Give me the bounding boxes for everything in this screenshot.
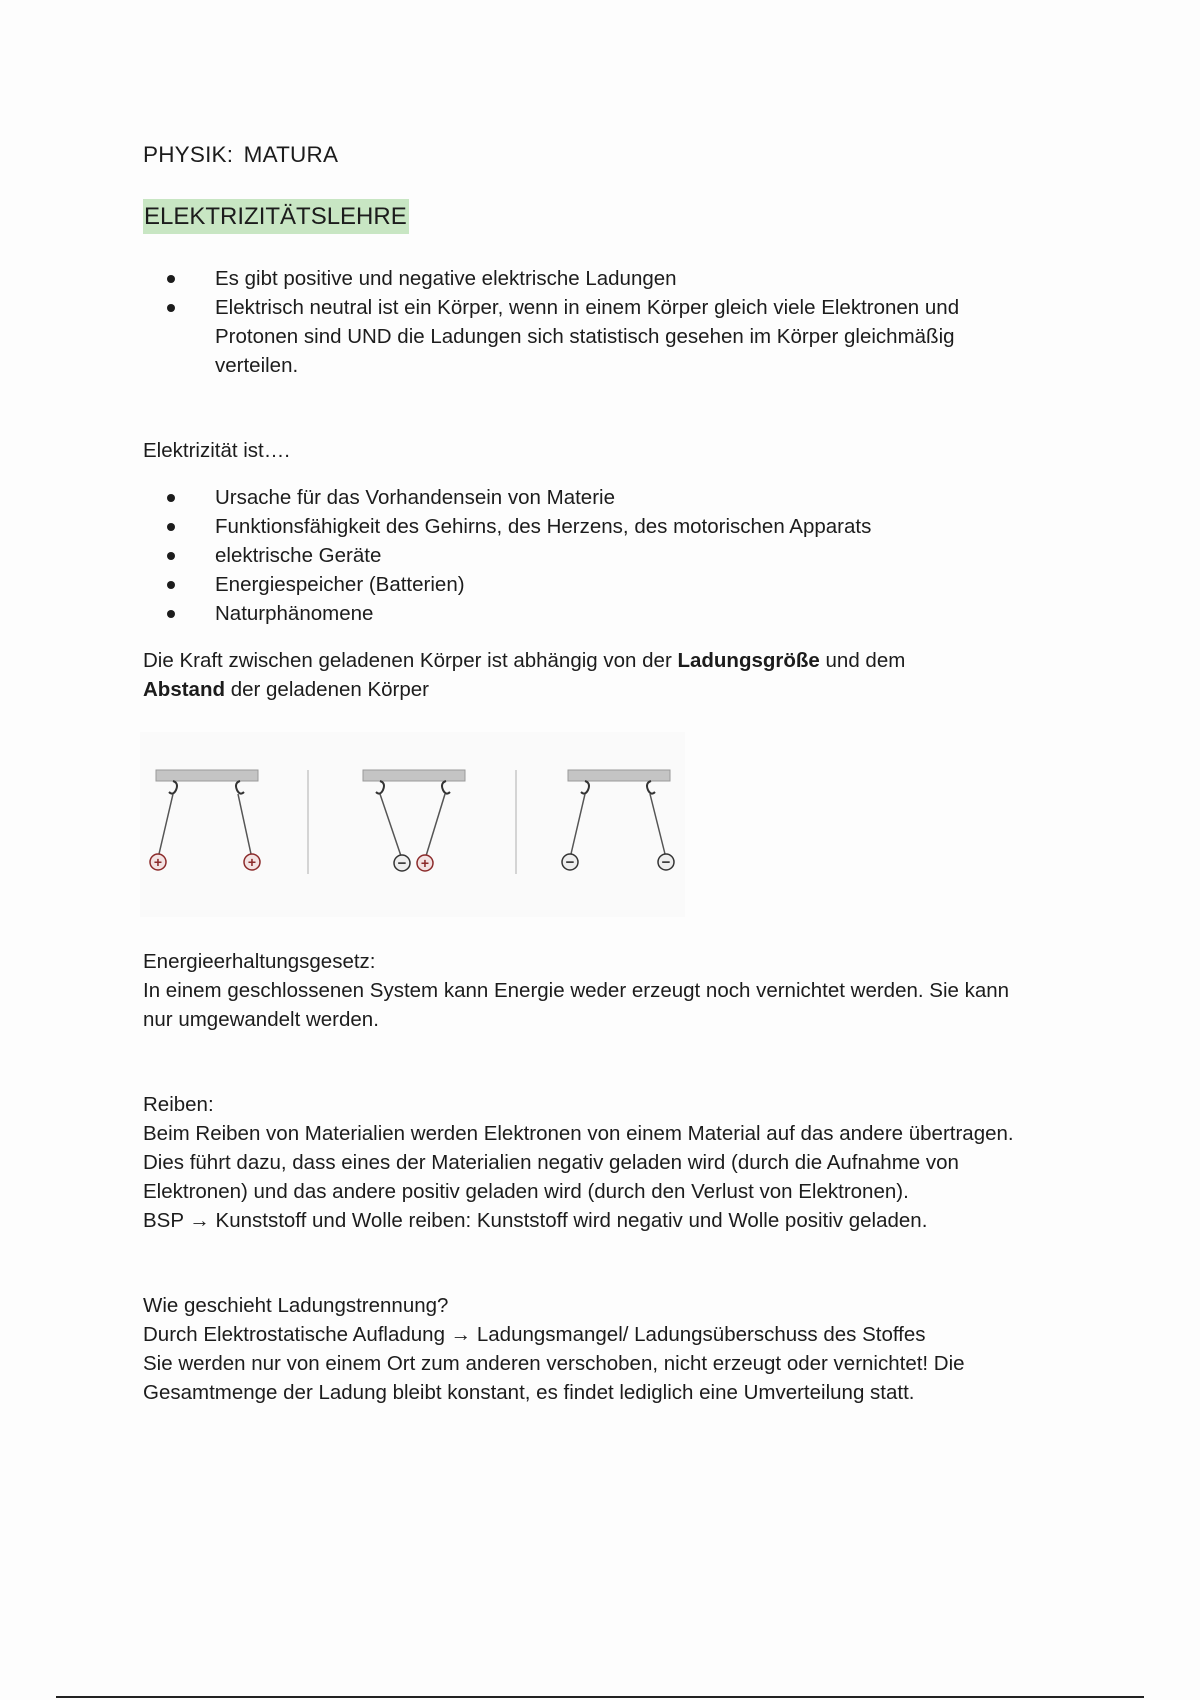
spacer (143, 380, 1043, 436)
list-item (143, 293, 1043, 380)
intro-bullet-list (143, 264, 1043, 380)
list-item-text: elektrische Geräte (215, 544, 382, 567)
pendulum-string (238, 794, 251, 854)
hook-icon (376, 781, 384, 794)
pendulum-panel-negative-positive (363, 770, 465, 872)
hook-icon (442, 781, 450, 794)
force-text-part: der geladenen Körper (225, 678, 430, 701)
force-paragraph (143, 646, 1043, 704)
list-item-text: Ursache für das Vorhandensein von Materie (215, 486, 615, 509)
electricity-heading: Elektrizität ist…. (143, 439, 290, 462)
spacer (143, 465, 1043, 483)
charge-sign: + (153, 854, 163, 870)
bullet-icon (167, 275, 175, 283)
friction-heading: Reiben: (143, 1093, 214, 1116)
pendulum-string (426, 794, 445, 856)
suspension-bar (363, 770, 465, 781)
force-text-part: und dem (819, 649, 906, 672)
force-text-part: Die Kraft zwischen geladenen Körper ist abhängig von der (143, 649, 678, 672)
friction-example: BSP → Kunststoff und Wolle reiben: Kunststoff wird negativ und Wolle positiv geladen. (143, 1209, 928, 1232)
friction-text: Beim Reiben von Materialien werden Elektronen von einem Material auf das andere übertragen. Dies führt dazu, dass eines der Materialien negativ geladen wird (durch die Aufnahme von Elektronen) und das andere positiv geladen wird (durch den Verlust von Elektronen). (143, 1122, 1014, 1203)
pendulum-diagram (140, 732, 685, 917)
separation-line: Durch Elektrostatische Aufladung → Ladungsmangel/ Ladungsüberschuss des Stoffes (143, 1323, 926, 1346)
electricity-bullet-list (143, 483, 1043, 628)
pendulum-panel-positive-positive (150, 770, 260, 870)
bullet-icon (167, 610, 175, 618)
energy-heading: Energieerhaltungsgesetz: (143, 950, 376, 973)
pendulum-panel-negative-negative (562, 770, 674, 871)
pendulum-string (571, 794, 585, 854)
list-item (143, 264, 1043, 293)
list-item (143, 483, 1043, 512)
energy-text: In einem geschlossenen System kann Energie weder erzeugt noch vernichtet werden. Sie kann nur umgewandelt werden. (143, 979, 1010, 1031)
charge-sign: − (397, 855, 407, 872)
list-item-text: Funktionsfähigkeit des Gehirns, des Herzens, des motorischen Apparats (215, 515, 872, 538)
suspension-bar (156, 770, 258, 781)
bullet-icon (167, 494, 175, 502)
bullet-icon (167, 552, 175, 560)
pendulum-string (380, 794, 401, 856)
charged-pendulum-figure (140, 732, 685, 917)
hook-icon (236, 781, 244, 794)
pendulum-string (650, 794, 665, 854)
charge-sign: − (661, 854, 671, 871)
list-item (143, 541, 1043, 570)
hook-icon (647, 781, 655, 794)
section-heading-highlighted: ELEKTRIZITÄTSLEHRE (143, 199, 409, 234)
hook-icon (169, 781, 177, 794)
spacer (143, 1235, 1043, 1291)
page-bottom-rule (56, 1696, 1144, 1698)
bold-term-charge: Ladungsgröße (677, 649, 820, 672)
charge-sign: + (247, 854, 257, 870)
document-title: PHYSIK: MATURA (143, 142, 339, 167)
bullet-icon (167, 523, 175, 531)
bullet-icon (167, 304, 175, 312)
list-item (143, 599, 1043, 628)
separation-heading: Wie geschieht Ladungstrennung? (143, 1294, 449, 1317)
charge-sign: + (420, 855, 430, 871)
list-item-text: Elektrisch neutral ist ein Körper, wenn in einem Körper gleich viele Elektronen und Protonen sind UND die Ladungen sich statistisch gesehen im Körper gleichmäßig verteilen. (215, 296, 960, 377)
separation-text: Sie werden nur von einem Ort zum anderen verschoben, nicht erzeugt oder vernichtet! Die Gesamtmenge der Ladung bleibt konstant, es findet lediglich eine Umverteilung statt. (143, 1352, 965, 1404)
spacer (143, 1034, 1043, 1090)
list-item-text: Naturphänomene (215, 602, 374, 625)
spacer (143, 628, 1043, 646)
list-item (143, 570, 1043, 599)
list-item-text: Energiespeicher (Batterien) (215, 573, 465, 596)
suspension-bar (568, 770, 670, 781)
bold-term-distance: Abstand (143, 678, 225, 701)
charge-sign: − (565, 854, 575, 871)
list-item-text: Es gibt positive und negative elektrische Ladungen (215, 267, 677, 290)
bullet-icon (167, 581, 175, 589)
list-item (143, 512, 1043, 541)
document-body (143, 140, 1043, 1407)
hook-icon (581, 781, 589, 794)
pendulum-string (159, 794, 173, 854)
